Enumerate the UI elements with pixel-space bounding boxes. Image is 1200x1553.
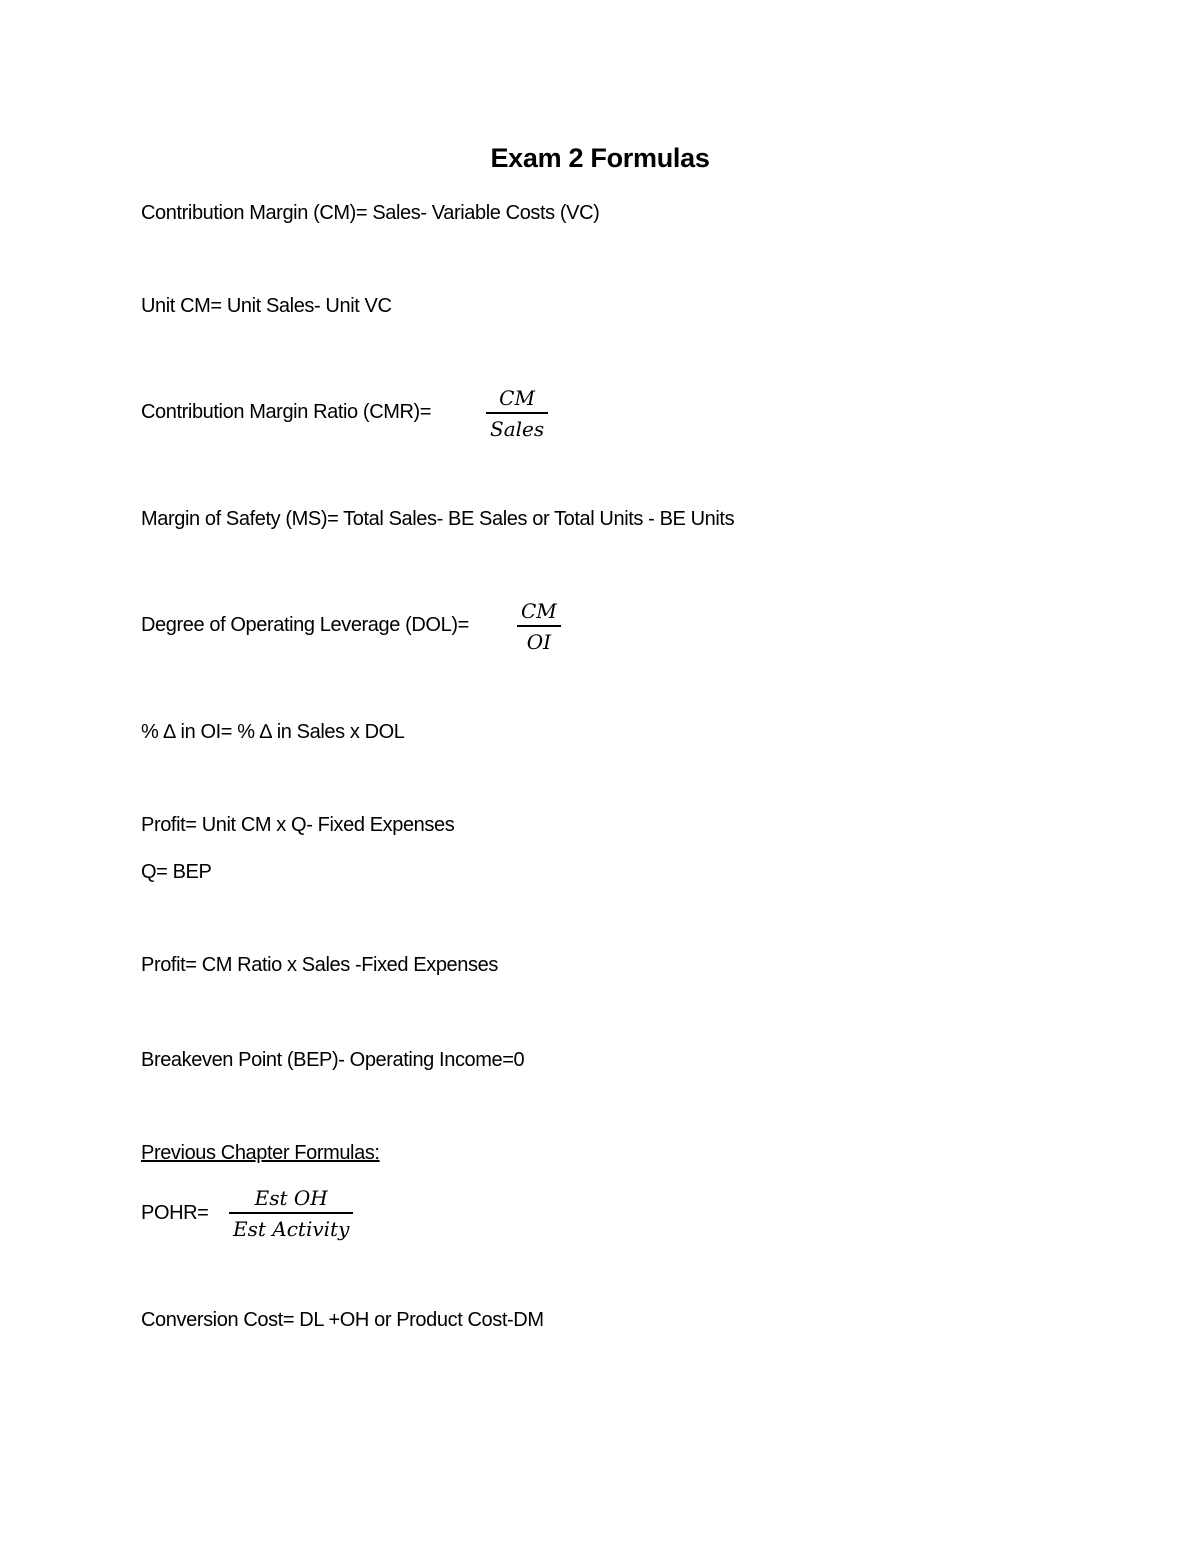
- pohr-fraction-bar: [229, 1212, 353, 1214]
- formula-profit-cm-ratio: Profit= CM Ratio x Sales -Fixed Expenses: [141, 954, 498, 976]
- formula-conversion-cost: Conversion Cost= DL +OH or Product Cost-DM: [141, 1309, 544, 1331]
- page-title: Exam 2 Formulas: [490, 143, 710, 173]
- cmr-numerator: CM: [499, 386, 535, 410]
- formula-cmr-fraction: [486, 385, 548, 442]
- formula-profit-unit-cm: Profit= Unit CM x Q- Fixed Expenses: [141, 814, 455, 836]
- formula-cmr-label: Contribution Margin Ratio (CMR)=: [141, 401, 432, 423]
- formula-pohr-fraction: [229, 1185, 353, 1242]
- formula-pohr-label: POHR=: [141, 1202, 209, 1224]
- pohr-numerator: Est OH: [254, 1186, 328, 1210]
- section-heading-previous: Previous Chapter Formulas:: [141, 1142, 380, 1164]
- dol-denominator: OI: [526, 630, 552, 654]
- cmr-fraction-bar: [486, 412, 548, 414]
- dol-fraction-bar: [517, 625, 561, 627]
- formula-breakeven: Breakeven Point (BEP)- Operating Income=0: [141, 1049, 525, 1071]
- formula-dol-fraction: [517, 598, 561, 655]
- formula-contribution-margin: Contribution Margin (CM)= Sales- Variable Costs (VC): [141, 202, 600, 224]
- pohr-denominator: Est Activity: [233, 1217, 350, 1241]
- formula-dol-label: Degree of Operating Leverage (DOL)=: [141, 614, 469, 636]
- formula-q-bep: Q= BEP: [141, 861, 212, 883]
- dol-numerator: CM: [521, 599, 557, 623]
- formula-percent-change: % ∆ in OI= % ∆ in Sales x DOL: [141, 721, 405, 743]
- cmr-denominator: Sales: [490, 417, 545, 441]
- formula-unit-cm: Unit CM= Unit Sales- Unit VC: [141, 295, 392, 317]
- formula-margin-of-safety: Margin of Safety (MS)= Total Sales- BE Sales or Total Units - BE Units: [141, 508, 735, 530]
